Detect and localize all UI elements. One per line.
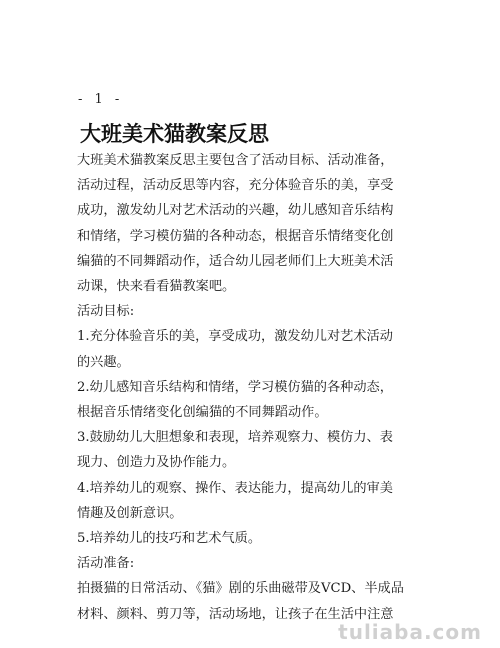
body-line: 的兴趣。	[77, 354, 130, 370]
body-line: 活动过程，活动反思等内容，充分体验音乐的美，享受	[77, 178, 394, 194]
body-line: 拍摄猫的日常活动、《猫》剧的乐曲磁带及VCD、半成品	[77, 581, 404, 597]
body-line: 2.幼儿感知音乐结构和情绪，学习模仿猫的各种动态，	[77, 379, 393, 395]
body-line: 根据音乐情绪变化创编猫的不同舞蹈动作。	[77, 405, 328, 421]
body-line: 动课，快来看看猫教案吧。	[77, 279, 236, 295]
watermark: tuliaba.com	[338, 620, 482, 644]
body-line: 3.鼓励幼儿大胆想象和表现，培养观察力、模仿力、表	[77, 430, 393, 446]
document-body	[77, 148, 449, 627]
body-line: 现力、创造力及协作能力。	[77, 455, 236, 471]
body-line: 5.培养幼儿的技巧和艺术气质。	[77, 531, 262, 547]
body-line: 成功，激发幼儿对艺术活动的兴趣，幼儿感知音乐结构	[77, 203, 394, 219]
section-heading-preparation: 活动准备:	[77, 556, 135, 572]
section-heading-goals: 活动目标:	[77, 304, 135, 320]
body-line: 和情绪，学习模仿猫的各种动态，根据音乐情绪变化创	[77, 228, 394, 244]
body-line: 情趣及创新意识。	[77, 505, 183, 521]
body-line: 4.培养幼儿的观察、操作、表达能力，提高幼儿的审美	[77, 480, 393, 496]
body-line: 大班美术猫教案反思主要包含了活动目标、活动准备，	[77, 153, 394, 168]
body-line: 材料、颜料、剪刀等，活动场地，让孩子在生活中注意	[77, 606, 394, 622]
page-number: - 1 -	[78, 92, 124, 107]
document-title: 大班美术猫教案反思	[80, 122, 269, 146]
body-line: 编猫的不同舞蹈动作，适合幼儿园老师们上大班美术活	[77, 253, 394, 269]
body-line: 1.充分体验音乐的美，享受成功，激发幼儿对艺术活动	[77, 329, 393, 345]
